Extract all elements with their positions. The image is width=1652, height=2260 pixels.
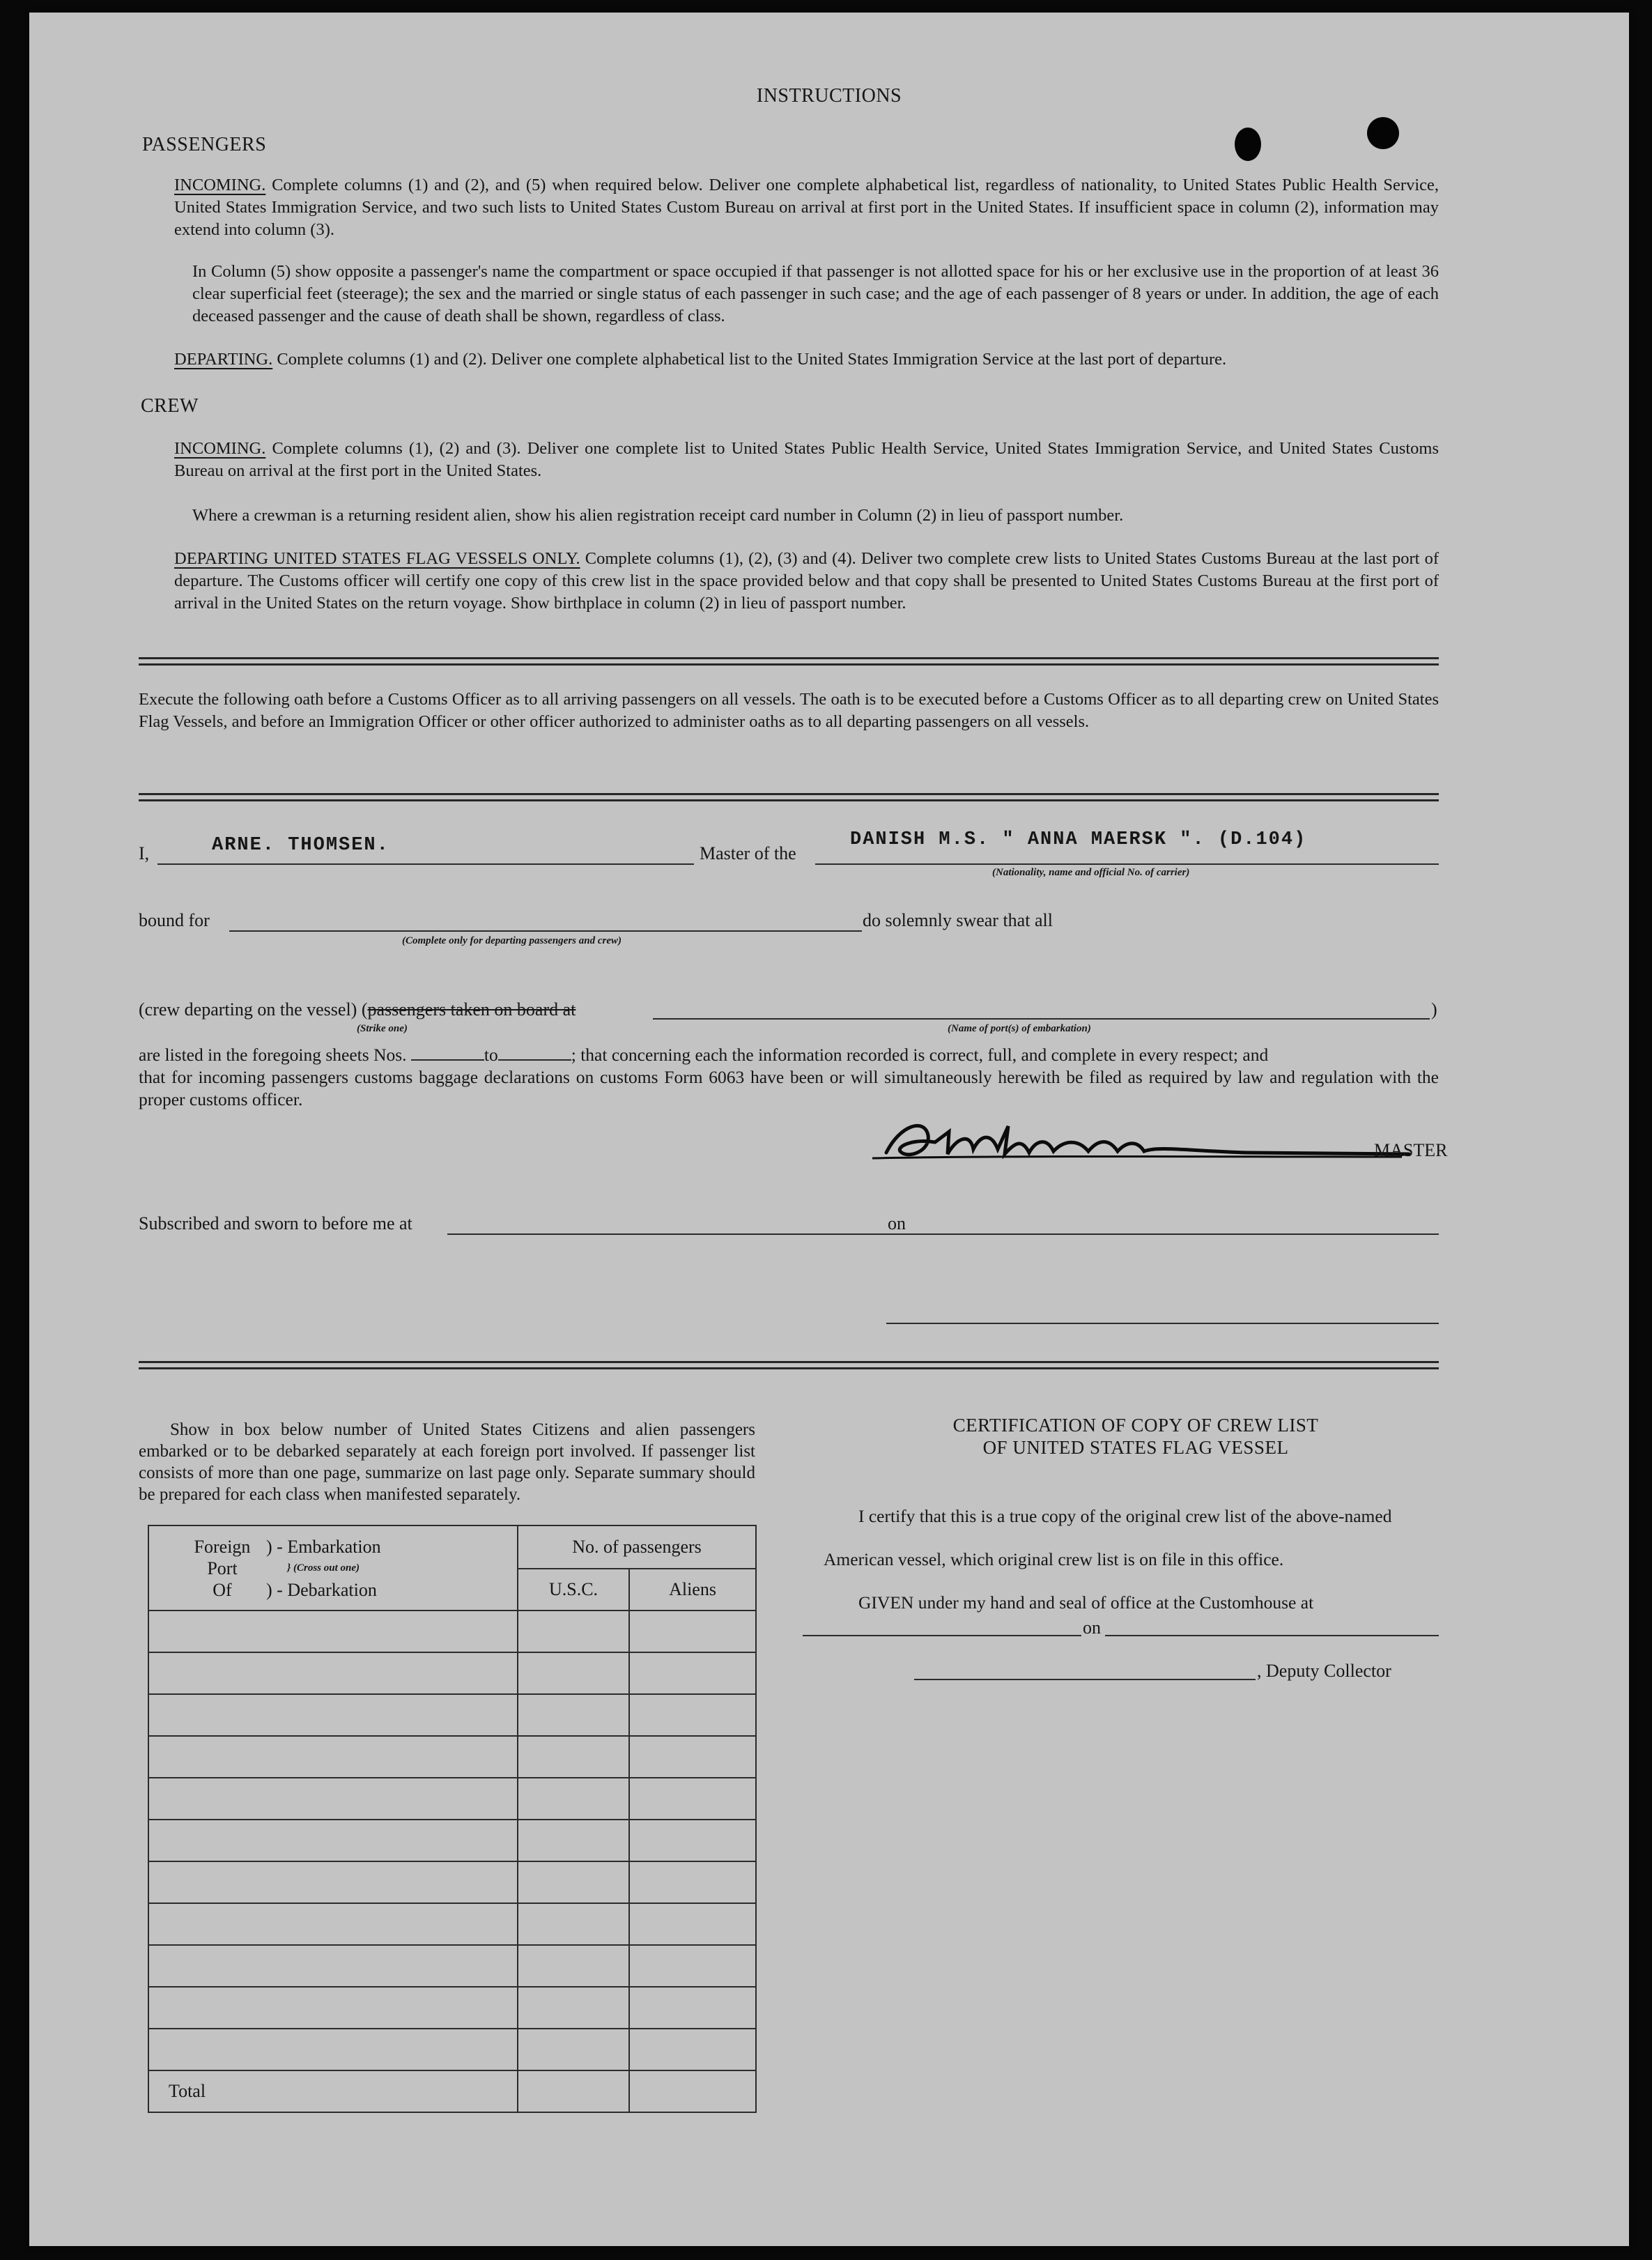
table-row bbox=[148, 1903, 756, 1945]
total-aliens-cell[interactable] bbox=[629, 2070, 756, 2112]
certification-given: GIVEN under my hand and seal of office at the Customhouse at bbox=[858, 1592, 1314, 1613]
deputy-collector-line[interactable] bbox=[914, 1679, 1256, 1680]
table-row bbox=[148, 1736, 756, 1778]
certification-title-1: CERTIFICATION OF COPY OF CREW LIST bbox=[952, 1415, 1319, 1436]
summary-instructions: Show in box below number of United States Citizens and alien passengers embarked or to be debarked separately at each foreign port involved. If passenger list consists of more than one page, summarize on last page only. Separate summary should be prepared for each class when manifested separately. bbox=[139, 1420, 755, 1504]
port-cell[interactable] bbox=[148, 1987, 518, 2029]
section-divider bbox=[139, 793, 1439, 801]
departing-label: DEPARTING. bbox=[174, 350, 273, 369]
port-cell[interactable] bbox=[148, 2029, 518, 2070]
vessel-caption: (Nationality, name and official No. of carrier) bbox=[992, 867, 1190, 878]
aliens-cell[interactable] bbox=[629, 2029, 756, 2070]
total-row bbox=[148, 2070, 756, 2112]
port-cell[interactable] bbox=[148, 1778, 518, 1820]
close-paren: ) bbox=[1431, 999, 1437, 1020]
table-row bbox=[148, 1987, 756, 2029]
aliens-cell[interactable] bbox=[629, 1652, 756, 1694]
table-row bbox=[148, 1611, 756, 1652]
usc-cell[interactable] bbox=[518, 1903, 629, 1945]
ink-blot bbox=[1367, 117, 1399, 149]
passengers-header-cell: No. of passengers bbox=[518, 1525, 756, 1569]
aliens-header-cell: Aliens bbox=[629, 1569, 756, 1611]
port-header-of: Of bbox=[213, 1579, 232, 1600]
usc-cell[interactable] bbox=[518, 1736, 629, 1778]
usc-cell[interactable] bbox=[518, 1611, 629, 1652]
port-cell[interactable] bbox=[148, 1652, 518, 1694]
aliens-cell[interactable] bbox=[629, 1945, 756, 1987]
aliens-cell[interactable] bbox=[629, 1820, 756, 1861]
master-label: MASTER bbox=[1374, 1140, 1448, 1160]
ports-line[interactable] bbox=[653, 1018, 1430, 1020]
listed-a: are listed in the foregoing sheets Nos. bbox=[139, 1045, 407, 1065]
bound-for-line[interactable] bbox=[229, 930, 862, 932]
usc-cell[interactable] bbox=[518, 1652, 629, 1694]
passengers-departing-paragraph bbox=[174, 348, 1439, 371]
incoming-text: Complete columns (1) and (2), and (5) when required below. Deliver one complete alphabetical list, regardless of nationality, to United States Public Health Service, United States Immigration Service, and two such lists to United States Custom Bureau on arrival at first port in the United States. If insufficient space in column (2), information may extend into column (3). bbox=[174, 176, 1439, 239]
subscribed-place-line[interactable] bbox=[447, 1233, 914, 1235]
subscribed-label: Subscribed and sworn to before me at bbox=[139, 1213, 412, 1233]
crew-departing-paragraph bbox=[174, 548, 1439, 615]
certification-text-1: I certify that this is a true copy of the original crew list of the above-named bbox=[858, 1506, 1392, 1526]
crew-incoming-text: Complete columns (1), (2) and (3). Deliver one complete list to United States Public Health Service, United States Immigration Service, and United States Customs Bureau on arrival at the first port in the United States. bbox=[174, 439, 1439, 480]
customhouse-place-line[interactable] bbox=[803, 1635, 1081, 1636]
total-usc-cell[interactable] bbox=[518, 2070, 629, 2112]
usc-cell[interactable] bbox=[518, 1820, 629, 1861]
crew-resident-paragraph: Where a crewman is a returning resident alien, show his alien registration receipt card number in Column (2) in lieu of passport number. bbox=[192, 506, 1124, 525]
master-name-value[interactable]: ARNE. THOMSEN. bbox=[212, 835, 389, 856]
i-label: I, bbox=[139, 843, 150, 863]
aliens-cell[interactable] bbox=[629, 1736, 756, 1778]
crew-departing-option bbox=[139, 999, 576, 1020]
crew-incoming-paragraph bbox=[174, 438, 1439, 482]
table-row bbox=[148, 1778, 756, 1820]
passengers-incoming-paragraph bbox=[174, 174, 1439, 241]
aliens-cell[interactable] bbox=[629, 1694, 756, 1736]
usc-cell[interactable] bbox=[518, 1694, 629, 1736]
usc-cell[interactable] bbox=[518, 1778, 629, 1820]
usc-cell[interactable] bbox=[518, 1861, 629, 1903]
port-cell[interactable] bbox=[148, 1736, 518, 1778]
passenger-summary-table bbox=[148, 1525, 757, 2113]
table-row bbox=[148, 1945, 756, 1987]
section-divider bbox=[139, 1361, 1439, 1369]
bound-for-caption: (Complete only for departing passengers and crew) bbox=[402, 935, 622, 946]
port-header-embarkation: - Embarkation bbox=[277, 1536, 381, 1557]
vessel-value[interactable]: DANISH M.S. " ANNA MAERSK ". (D.104) bbox=[850, 829, 1307, 850]
aliens-cell[interactable] bbox=[629, 1861, 756, 1903]
subscribed-date-line[interactable] bbox=[911, 1233, 1439, 1235]
table-row bbox=[148, 2029, 756, 2070]
table-row bbox=[148, 1820, 756, 1861]
aliens-cell[interactable] bbox=[629, 1778, 756, 1820]
subscribed-on-label: on bbox=[888, 1213, 906, 1233]
table-row bbox=[148, 1694, 756, 1736]
crew-list-oath-page bbox=[29, 13, 1629, 2246]
port-header-foreign: Foreign bbox=[194, 1536, 251, 1557]
master-of-label: Master of the bbox=[700, 843, 796, 863]
table-row bbox=[148, 1652, 756, 1694]
usc-header-cell: U.S.C. bbox=[518, 1569, 629, 1611]
port-cell[interactable] bbox=[148, 1694, 518, 1736]
listed-line-2: that for incoming passengers customs baggage declarations on customs Form 6063 have been or will simultaneously herewith be filed as required by law and regulation with the proper customs officer. bbox=[139, 1067, 1439, 1109]
port-header-port: Port bbox=[207, 1558, 238, 1578]
passengers-heading: PASSENGERS bbox=[142, 134, 267, 155]
port-cell[interactable] bbox=[148, 1861, 518, 1903]
section-divider bbox=[139, 657, 1439, 666]
aliens-cell[interactable] bbox=[629, 1903, 756, 1945]
strike-caption: (Strike one) bbox=[357, 1023, 408, 1034]
certification-title-2: OF UNITED STATES FLAG VESSEL bbox=[982, 1437, 1289, 1458]
master-signature bbox=[858, 1111, 1416, 1174]
port-header-cross-out: (Cross out one) bbox=[293, 1562, 360, 1574]
crew-departing-open: (crew departing on the vessel) ( bbox=[139, 999, 368, 1020]
port-cell[interactable] bbox=[148, 1611, 518, 1652]
port-cell[interactable] bbox=[148, 1820, 518, 1861]
vessel-line bbox=[815, 863, 1439, 865]
port-cell[interactable] bbox=[148, 1945, 518, 1987]
officer-signature-line[interactable] bbox=[886, 1323, 1439, 1324]
crew-departing-label: DEPARTING UNITED STATES FLAG VESSELS ONLY. bbox=[174, 549, 580, 568]
instructions-title: INSTRUCTIONS bbox=[756, 85, 902, 107]
crew-incoming-label: INCOMING. bbox=[174, 439, 266, 458]
usc-cell[interactable] bbox=[518, 2029, 629, 2070]
master-name-line bbox=[157, 863, 694, 865]
aliens-cell[interactable] bbox=[629, 1987, 756, 2029]
departing-text: Complete columns (1) and (2). Deliver one complete alphabetical list to the United States Immigration Service at the last port of departure. bbox=[277, 350, 1227, 369]
listed-b: ; that concerning each the information recorded is correct, full, and complete in every respect; and bbox=[571, 1045, 1269, 1065]
listed-to: to bbox=[484, 1045, 498, 1065]
total-label-cell: Total bbox=[148, 2070, 518, 2112]
port-header-debarkation: - Debarkation bbox=[277, 1579, 377, 1600]
ports-caption: (Name of port(s) of embarkation) bbox=[948, 1023, 1091, 1034]
certification-text-2: American vessel, which original crew list is on file in this office. bbox=[824, 1549, 1284, 1569]
ink-blot bbox=[1235, 128, 1261, 161]
crew-departing-text: Complete columns (1), (2), (3) and (4). Deliver two complete crew lists to United States Customs Bureau at the last port of departure. The Customs officer will certify one copy of this crew list in the space provided below and that copy shall be presented to United States Customs Bureau at the first port of arrival in the United States on the return voyage. Show birthplace in column (2) in lieu of passport number. bbox=[174, 549, 1439, 613]
bound-for-label: bound for bbox=[139, 910, 210, 930]
sheet-from-line[interactable] bbox=[411, 1045, 484, 1061]
table-row bbox=[148, 1861, 756, 1903]
aliens-cell[interactable] bbox=[629, 1611, 756, 1652]
column5-paragraph: In Column (5) show opposite a passenger's name the compartment or space occupied if that passenger is not allotted space for his or her exclusive use in the proportion of at least 36 clear superficial feet (steerage); the sex and the married or single status of each passenger in such case; and the age of each passenger of 8 years or under. In addition, the age of each deceased passenger and the cause of death shall be shown, regardless of class. bbox=[192, 262, 1439, 325]
incoming-label: INCOMING. bbox=[174, 176, 266, 194]
oath-instructions: Execute the following oath before a Customs Officer as to all arriving passengers on all vessels. The oath is to be executed before a Customs Officer as to all departing crew on United States Flag Vessels, and before an Immigration Officer or other officer authorized to administer oaths as to all departing passengers on all vessels. bbox=[139, 690, 1439, 731]
listed-line-1 bbox=[139, 1044, 1439, 1066]
customhouse-date-line[interactable] bbox=[1105, 1635, 1439, 1636]
sheet-to-line[interactable] bbox=[498, 1045, 571, 1061]
passengers-struck: passengers taken on board at bbox=[367, 999, 576, 1020]
swear-text: do solemnly swear that all bbox=[863, 910, 1053, 930]
port-header-cell: Foreign Port Of ) - Embarkation } (Cross out one) ) - Debarkation bbox=[148, 1525, 518, 1611]
usc-cell[interactable] bbox=[518, 1987, 629, 2029]
deputy-collector-label: , Deputy Collector bbox=[1257, 1661, 1391, 1681]
port-cell[interactable] bbox=[148, 1903, 518, 1945]
certification-on-label: on bbox=[1083, 1617, 1101, 1638]
usc-cell[interactable] bbox=[518, 1945, 629, 1987]
crew-heading: CREW bbox=[141, 395, 199, 417]
